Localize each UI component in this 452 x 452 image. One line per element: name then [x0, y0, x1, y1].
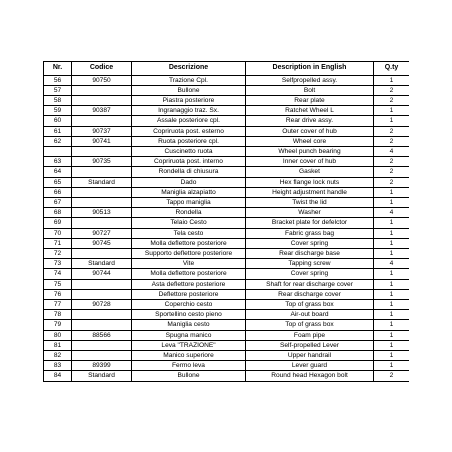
cell-description-english: Height adjustment handle [246, 187, 374, 197]
table-row [44, 330, 410, 340]
cell-description: Manico superiore [132, 350, 246, 360]
cell-nr: 65 [44, 177, 72, 187]
cell-nr: 63 [44, 157, 72, 167]
cell-description-english: Twist the lid [246, 197, 374, 207]
cell-description: Vite [132, 259, 246, 269]
table-row [44, 187, 410, 197]
cell-code: Standard [72, 177, 132, 187]
cell-nr: 56 [44, 75, 72, 85]
cell-description: Spugna manico [132, 330, 246, 340]
cell-code [72, 116, 132, 126]
cell-description-english: Inner cover of hub [246, 157, 374, 167]
cell-description-english: Rear discharge cover [246, 289, 374, 299]
cell-code: 90735 [72, 157, 132, 167]
cell-description: Molla deflettore posteriore [132, 269, 246, 279]
cell-description: Telaio Cesto [132, 218, 246, 228]
table-row [44, 167, 410, 177]
cell-description-english: Selfpropelled assy. [246, 75, 374, 85]
cell-description-english: Tapping screw [246, 259, 374, 269]
cell-nr: 76 [44, 289, 72, 299]
table-row [44, 136, 410, 146]
header-code: Codice [72, 62, 132, 76]
cell-quantity: 1 [374, 197, 410, 207]
cell-description-english: Cover spring [246, 269, 374, 279]
cell-description-english: Bolt [246, 85, 374, 95]
table-row [44, 85, 410, 95]
cell-description-english: Wheel core [246, 136, 374, 146]
cell-nr: 80 [44, 330, 72, 340]
cell-code: 90513 [72, 208, 132, 218]
cell-description: Leva "TRAZIONE" [132, 340, 246, 350]
cell-nr: 70 [44, 228, 72, 238]
cell-quantity: 2 [374, 85, 410, 95]
cell-description-english: Round head Hexagon bolt [246, 371, 374, 381]
cell-description-english: Washer [246, 208, 374, 218]
cell-description-english: Top of grass box [246, 320, 374, 330]
cell-description: Rondella di chiusura [132, 167, 246, 177]
header-quantity: Q.ty [374, 62, 410, 76]
cell-description-english: Wheel punch bearing [246, 146, 374, 156]
cell-nr: 77 [44, 299, 72, 309]
cell-description: Rondella [132, 208, 246, 218]
cell-description-english: Outer cover of hub [246, 126, 374, 136]
cell-nr: 59 [44, 106, 72, 116]
cell-description: Cuscinetto ruota [132, 146, 246, 156]
table-row [44, 95, 410, 105]
cell-description-english: Air-out board [246, 310, 374, 320]
cell-code: 90744 [72, 269, 132, 279]
cell-nr: 72 [44, 248, 72, 258]
table-row [44, 259, 410, 269]
cell-quantity: 1 [374, 218, 410, 228]
cell-code: 90387 [72, 106, 132, 116]
table-row [44, 106, 410, 116]
cell-nr: 68 [44, 208, 72, 218]
cell-description-english: Rear drive assy. [246, 116, 374, 126]
cell-description-english: Shaft for rear discharge cover [246, 279, 374, 289]
cell-description: Copriruota post. esterno [132, 126, 246, 136]
cell-code [72, 248, 132, 258]
cell-quantity: 1 [374, 269, 410, 279]
cell-quantity: 1 [374, 361, 410, 371]
cell-quantity: 1 [374, 248, 410, 258]
cell-code [72, 197, 132, 207]
cell-code [72, 340, 132, 350]
cell-description: Maniglia cesto [132, 320, 246, 330]
table-row [44, 157, 410, 167]
cell-quantity: 1 [374, 116, 410, 126]
cell-quantity: 1 [374, 330, 410, 340]
cell-description-english: Fabric grass bag [246, 228, 374, 238]
cell-nr: 73 [44, 259, 72, 269]
header-description-english: Description in English [246, 62, 374, 76]
cell-description-english: Top of grass box [246, 299, 374, 309]
cell-nr: 74 [44, 269, 72, 279]
cell-description-english: Cover spring [246, 238, 374, 248]
cell-description: Sportellino cesto pieno [132, 310, 246, 320]
cell-nr [44, 146, 72, 156]
cell-description: Bullone [132, 371, 246, 381]
cell-code: 90727 [72, 228, 132, 238]
cell-description-english: Hex flange lock nuts [246, 177, 374, 187]
cell-description: Coperchio cesto [132, 299, 246, 309]
table-row [44, 197, 410, 207]
cell-description-english: Bracket plate for defelctor [246, 218, 374, 228]
cell-description: Tela cesto [132, 228, 246, 238]
cell-code: 90728 [72, 299, 132, 309]
table-row [44, 361, 410, 371]
header-description: Descrizione [132, 62, 246, 76]
cell-description: Assale posteriore cpl. [132, 116, 246, 126]
cell-description-english: Self-propelled Lever [246, 340, 374, 350]
table-row [44, 340, 410, 350]
cell-quantity: 1 [374, 299, 410, 309]
table-row [44, 269, 410, 279]
cell-code [72, 218, 132, 228]
cell-description: Dado [132, 177, 246, 187]
cell-nr: 84 [44, 371, 72, 381]
cell-quantity: 1 [374, 279, 410, 289]
cell-quantity: 2 [374, 371, 410, 381]
cell-quantity: 1 [374, 187, 410, 197]
table-row [44, 279, 410, 289]
cell-quantity: 1 [374, 320, 410, 330]
cell-description-english: Gasket [246, 167, 374, 177]
cell-description-english: Upper handrail [246, 350, 374, 360]
cell-description: Deflettore posteriore [132, 289, 246, 299]
cell-code: 90745 [72, 238, 132, 248]
cell-description-english: Rear plate [246, 95, 374, 105]
cell-code [72, 350, 132, 360]
cell-quantity: 1 [374, 238, 410, 248]
cell-description: Tappo maniglia [132, 197, 246, 207]
cell-code [72, 310, 132, 320]
cell-description: Bullone [132, 85, 246, 95]
cell-nr: 64 [44, 167, 72, 177]
table-row [44, 116, 410, 126]
cell-nr: 71 [44, 238, 72, 248]
table-row [44, 238, 410, 248]
cell-description: Asta deflettore posteriore [132, 279, 246, 289]
table-row [44, 126, 410, 136]
cell-code [72, 279, 132, 289]
cell-quantity: 4 [374, 146, 410, 156]
cell-quantity: 4 [374, 208, 410, 218]
cell-code: 90737 [72, 126, 132, 136]
cell-nr: 60 [44, 116, 72, 126]
cell-description: Supporto deflettore posteriore [132, 248, 246, 258]
cell-description-english: Rear discharge base [246, 248, 374, 258]
cell-quantity: 1 [374, 228, 410, 238]
header-nr: Nr. [44, 62, 72, 76]
table-row [44, 310, 410, 320]
cell-nr: 62 [44, 136, 72, 146]
cell-code [72, 146, 132, 156]
cell-description: Maniglia alzapiatto [132, 187, 246, 197]
cell-description: Trazione Cpl. [132, 75, 246, 85]
cell-description-english: Ratchet Wheel L [246, 106, 374, 116]
table-row [44, 320, 410, 330]
cell-description: Fermo leva [132, 361, 246, 371]
cell-nr: 61 [44, 126, 72, 136]
cell-quantity: 1 [374, 75, 410, 85]
cell-code: Standard [72, 371, 132, 381]
cell-quantity: 1 [374, 340, 410, 350]
cell-nr: 75 [44, 279, 72, 289]
cell-nr: 66 [44, 187, 72, 197]
table-row [44, 289, 410, 299]
cell-quantity: 2 [374, 95, 410, 105]
cell-nr: 67 [44, 197, 72, 207]
table-row [44, 371, 410, 381]
cell-quantity: 1 [374, 310, 410, 320]
table-row [44, 299, 410, 309]
cell-description: Molla deflettore posteriore [132, 238, 246, 248]
cell-nr: 79 [44, 320, 72, 330]
table-row [44, 177, 410, 187]
cell-quantity: 1 [374, 289, 410, 299]
cell-quantity: 2 [374, 136, 410, 146]
cell-description: Copriruota post. interno [132, 157, 246, 167]
cell-quantity: 1 [374, 106, 410, 116]
table-row [44, 228, 410, 238]
cell-nr: 81 [44, 340, 72, 350]
table-row [44, 248, 410, 258]
table-row [44, 218, 410, 228]
cell-quantity: 4 [374, 259, 410, 269]
cell-quantity: 1 [374, 350, 410, 360]
cell-code: 89399 [72, 361, 132, 371]
cell-code [72, 187, 132, 197]
cell-nr: 83 [44, 361, 72, 371]
cell-quantity: 2 [374, 177, 410, 187]
table-row [44, 146, 410, 156]
cell-code [72, 167, 132, 177]
cell-description: Piastra posteriore [132, 95, 246, 105]
parts-table [43, 61, 409, 382]
cell-code: 88566 [72, 330, 132, 340]
cell-description-english: Foam pipe [246, 330, 374, 340]
cell-nr: 69 [44, 218, 72, 228]
header-row [44, 62, 410, 76]
cell-nr: 58 [44, 95, 72, 105]
cell-code [72, 289, 132, 299]
cell-description: Ruota posteriore cpl. [132, 136, 246, 146]
table-row [44, 208, 410, 218]
cell-code [72, 85, 132, 95]
cell-code [72, 320, 132, 330]
cell-description-english: Lever guard [246, 361, 374, 371]
cell-description: Ingranaggio traz. Sx. [132, 106, 246, 116]
cell-code: 90750 [72, 75, 132, 85]
cell-code: 90741 [72, 136, 132, 146]
cell-nr: 57 [44, 85, 72, 95]
cell-code [72, 95, 132, 105]
cell-quantity: 2 [374, 126, 410, 136]
table-row [44, 75, 410, 85]
cell-quantity: 2 [374, 157, 410, 167]
cell-code: Standard [72, 259, 132, 269]
cell-quantity: 2 [374, 167, 410, 177]
cell-nr: 78 [44, 310, 72, 320]
parts-list-sheet [43, 61, 409, 438]
cell-nr: 82 [44, 350, 72, 360]
table-row [44, 350, 410, 360]
